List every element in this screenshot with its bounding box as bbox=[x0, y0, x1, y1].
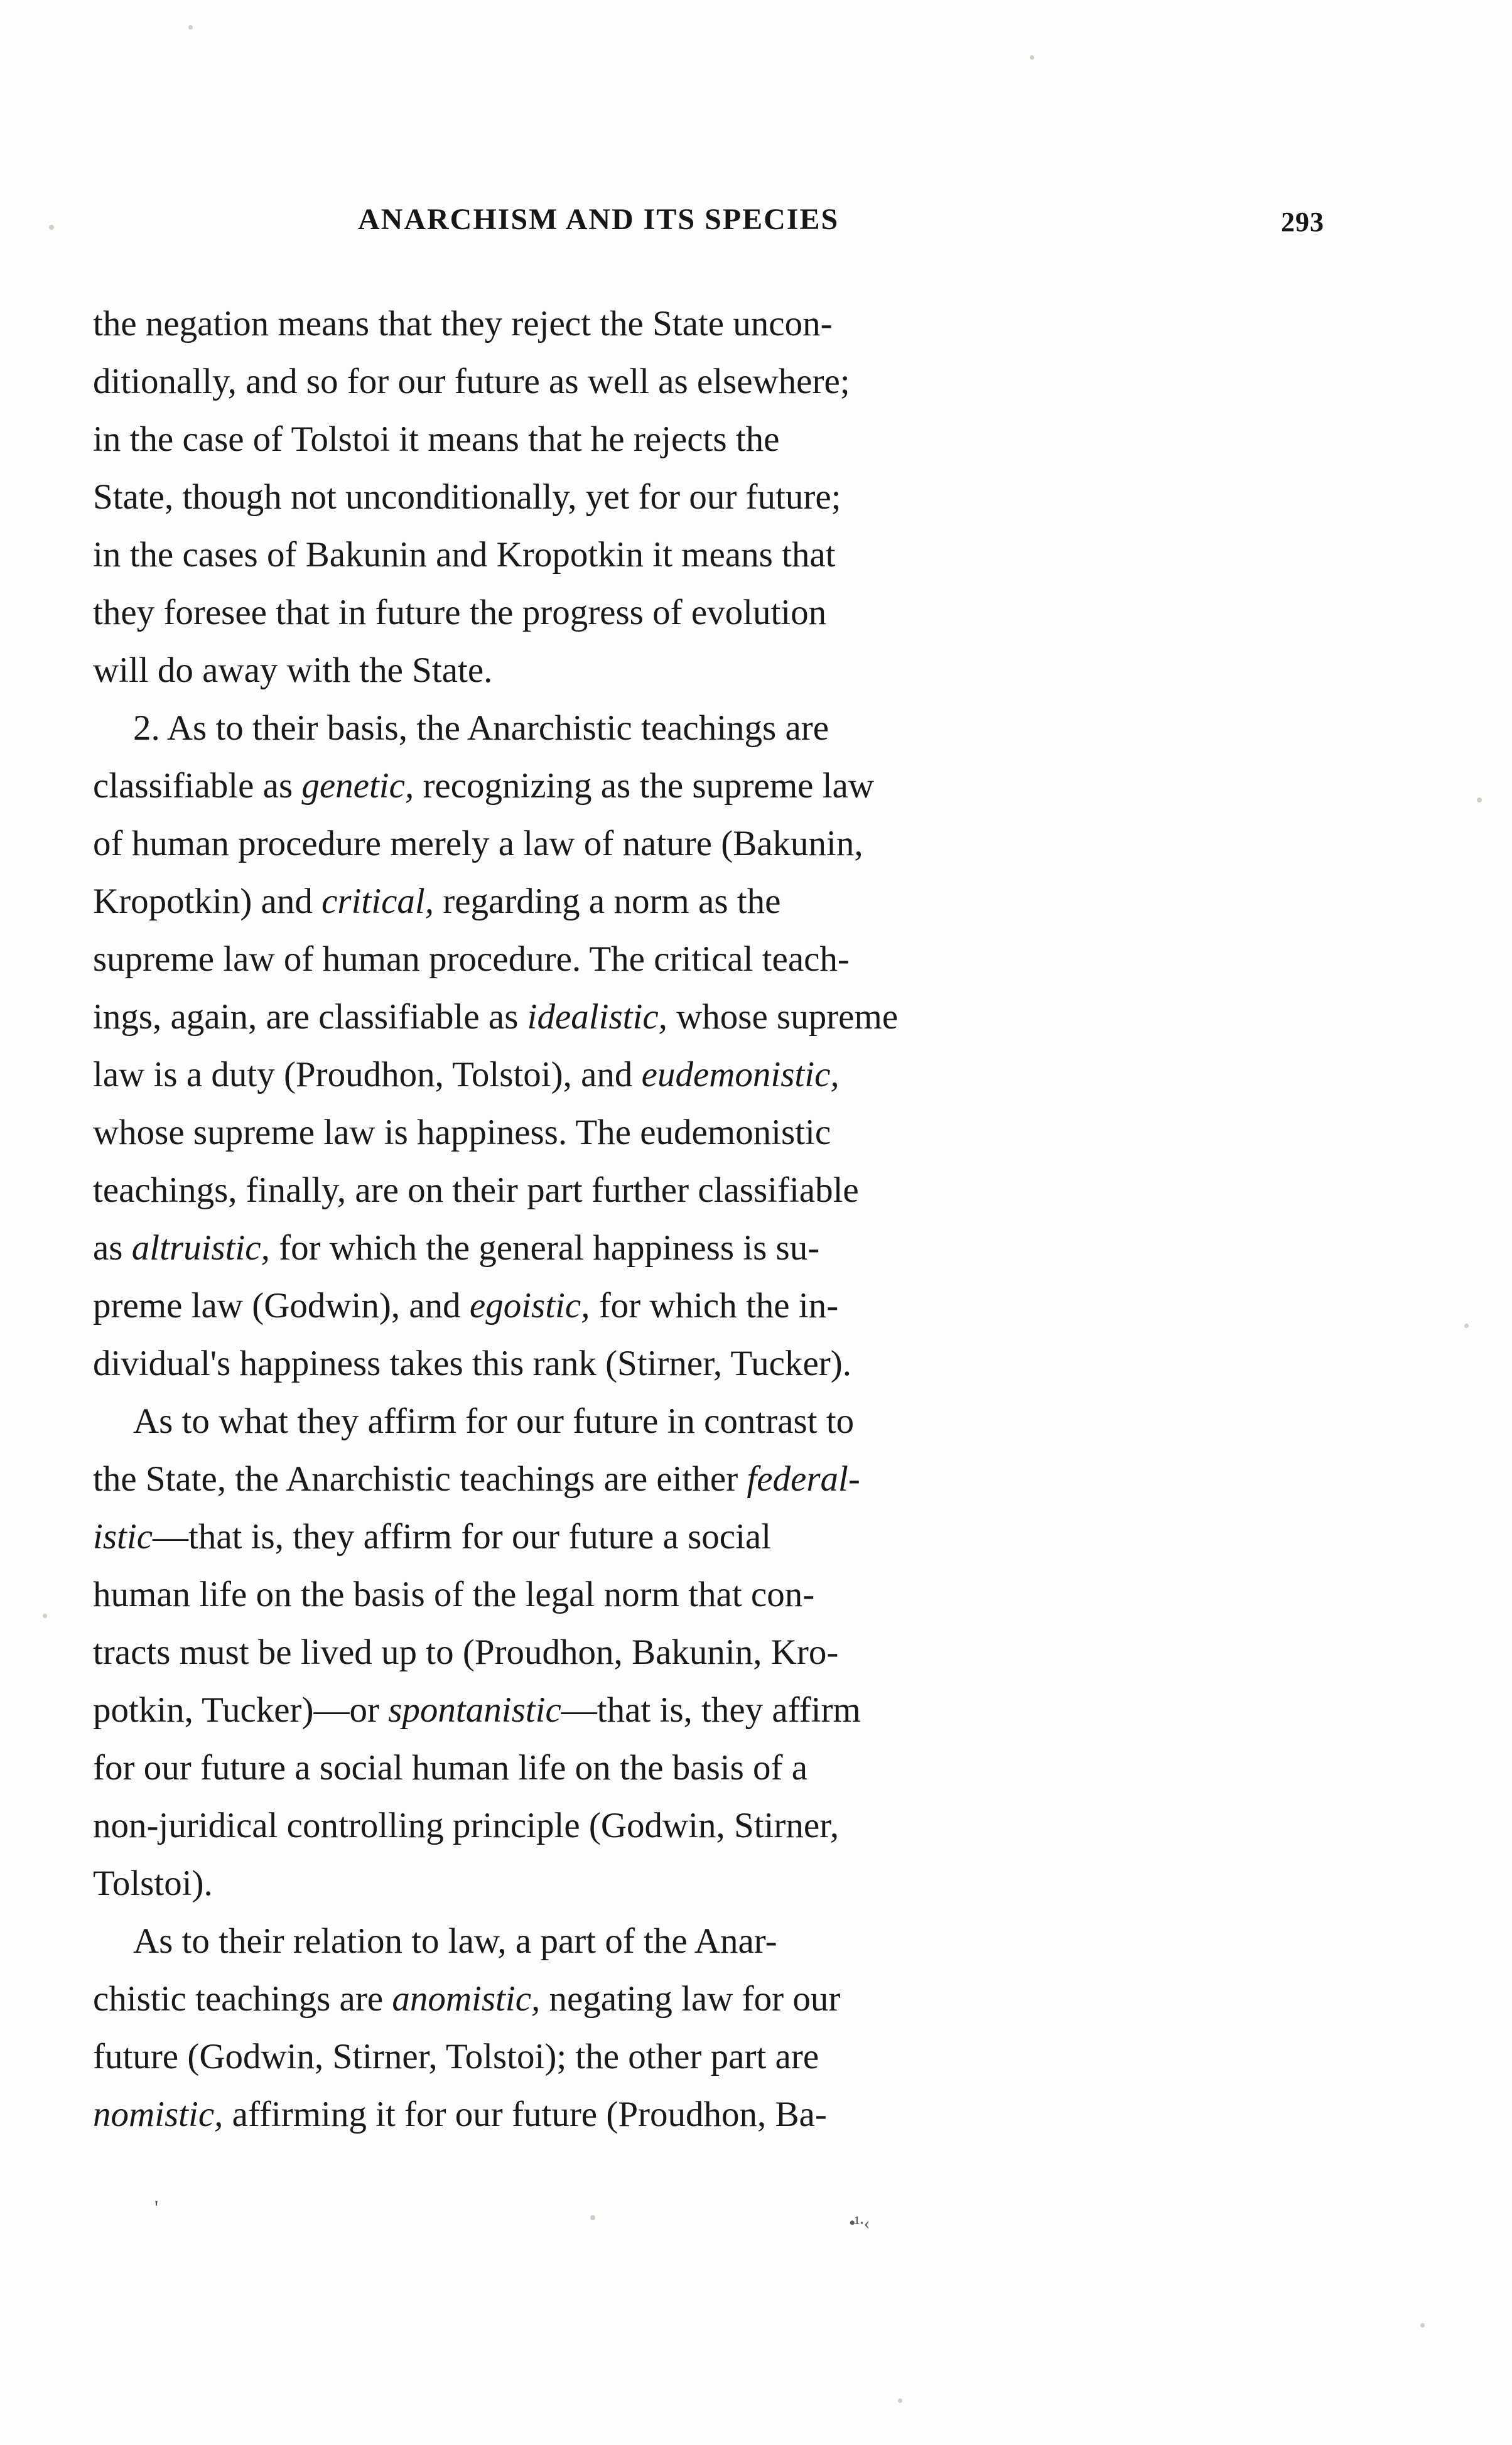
text-line bbox=[93, 1393, 1424, 1450]
text-run: Kropotkin) and bbox=[93, 882, 322, 921]
text-line bbox=[93, 1219, 1424, 1277]
scan-speck bbox=[1030, 55, 1034, 60]
emphasized-term: genetic, bbox=[301, 766, 414, 806]
text-line bbox=[93, 1162, 1424, 1219]
scan-speck bbox=[1464, 1324, 1469, 1328]
text-run: Tolstoi). bbox=[93, 1864, 213, 1903]
running-head bbox=[0, 202, 1512, 246]
page-header-title: ANARCHISM AND ITS SPECIES bbox=[358, 203, 840, 236]
scan-speck bbox=[49, 225, 54, 230]
scan-speck bbox=[590, 2215, 595, 2220]
text-run: ditionally, and so for our future as well as elsewhere; bbox=[93, 362, 850, 401]
text-run: negating law for our bbox=[540, 1979, 841, 2019]
text-run: for which the general happiness is su- bbox=[269, 1228, 820, 1268]
text-line bbox=[93, 468, 1424, 526]
text-line bbox=[93, 1566, 1424, 1624]
text-line bbox=[93, 584, 1424, 642]
text-run: whose supreme bbox=[667, 997, 899, 1037]
text-run: as bbox=[93, 1228, 132, 1268]
text-run: regarding a norm as the bbox=[434, 882, 781, 921]
footnote-mark: ' bbox=[154, 2196, 159, 2220]
scan-speck bbox=[898, 2399, 902, 2403]
text-run: teachings, finally, are on their part further classifiable bbox=[93, 1170, 859, 1210]
text-run: As to their relation to law, a part of the Anar- bbox=[133, 1921, 777, 1961]
scan-speck bbox=[1420, 2323, 1425, 2328]
text-line bbox=[93, 1508, 1424, 1566]
text-line bbox=[93, 1855, 1424, 1913]
page-number: 293 bbox=[1281, 207, 1324, 237]
text-line bbox=[93, 873, 1424, 931]
text-line bbox=[93, 2086, 1424, 2144]
emphasized-term: nomistic, bbox=[93, 2095, 224, 2134]
text-run: future (Godwin, Stirner, Tolstoi); the other part are bbox=[93, 2037, 819, 2076]
text-run: tracts must be lived up to (Proudhon, Bakunin, Kro- bbox=[93, 1633, 839, 1672]
text-line bbox=[93, 1277, 1424, 1335]
text-run: —that is, they affirm for our future a social bbox=[153, 1517, 772, 1557]
text-line bbox=[93, 1104, 1424, 1162]
text-run: of human procedure merely a law of nature (Bakunin, bbox=[93, 824, 863, 863]
text-line bbox=[93, 1797, 1424, 1855]
emphasized-term: altruistic, bbox=[131, 1228, 270, 1268]
text-run: the State, the Anarchistic teachings are either bbox=[93, 1459, 747, 1499]
text-run: —that is, they affirm bbox=[561, 1690, 861, 1730]
text-run: As to what they affirm for our future in contrast to bbox=[133, 1401, 855, 1441]
text-run: in the case of Tolstoi it means that he rejects the bbox=[93, 419, 780, 459]
text-line bbox=[93, 353, 1424, 411]
text-line bbox=[93, 642, 1424, 699]
text-run: classifiable as bbox=[93, 766, 302, 806]
text-run: non-juridical controlling principle (Godwin, Stirner, bbox=[93, 1806, 840, 1845]
emphasized-term: idealistic, bbox=[527, 997, 667, 1037]
text-line bbox=[93, 1450, 1424, 1508]
text-run: affirming it for our future (Proudhon, Ba- bbox=[223, 2095, 827, 2134]
text-line bbox=[93, 1970, 1424, 2028]
text-run: law is a duty (Proudhon, Tolstoi), and bbox=[93, 1055, 642, 1094]
text-run: supreme law of human procedure. The critical teach- bbox=[93, 939, 850, 979]
text-run: they foresee that in future the progress of evolution bbox=[93, 593, 827, 632]
emphasized-term: critical, bbox=[321, 882, 434, 921]
emphasized-term: istic bbox=[93, 1517, 153, 1557]
text-run: 2. As to their basis, the Anarchistic teachings are bbox=[133, 708, 829, 748]
text-line bbox=[93, 2028, 1424, 2086]
emphasized-term: spontanistic bbox=[388, 1690, 561, 1730]
text-line bbox=[93, 526, 1424, 584]
text-run: for our future a social human life on the basis of a bbox=[93, 1748, 808, 1788]
text-run: ings, again, are classifiable as bbox=[93, 997, 527, 1037]
text-run: preme law (Godwin), and bbox=[93, 1286, 470, 1325]
emphasized-term: egoistic, bbox=[469, 1286, 590, 1325]
emphasized-term: anomistic, bbox=[392, 1979, 541, 2019]
text-line bbox=[93, 988, 1424, 1046]
text-run: potkin, Tucker)—or bbox=[93, 1690, 389, 1730]
text-run: the negation means that they reject the State uncon- bbox=[93, 304, 833, 343]
text-run: human life on the basis of the legal norm that con- bbox=[93, 1575, 815, 1614]
text-line bbox=[93, 931, 1424, 988]
scan-speck bbox=[43, 1614, 47, 1618]
text-run: in the cases of Bakunin and Kropotkin it means that bbox=[93, 535, 836, 575]
text-line bbox=[93, 1335, 1424, 1393]
text-line bbox=[93, 295, 1424, 353]
text-line bbox=[93, 1681, 1424, 1739]
text-line bbox=[93, 815, 1424, 873]
text-line bbox=[93, 699, 1424, 757]
text-run: chistic teachings are bbox=[93, 1979, 392, 2019]
emphasized-term: eudemonistic, bbox=[641, 1055, 840, 1094]
scan-speck bbox=[1477, 797, 1482, 802]
page-bottom-smudge: •¹·‹ bbox=[849, 2213, 869, 2233]
text-run: State, though not unconditionally, yet for our future; bbox=[93, 477, 841, 517]
text-run: for which the in- bbox=[590, 1286, 839, 1325]
text-line bbox=[93, 1624, 1424, 1681]
text-line bbox=[93, 1046, 1424, 1104]
text-run: recognizing as the supreme law bbox=[414, 766, 875, 806]
scan-speck bbox=[188, 25, 193, 30]
text-line bbox=[93, 411, 1424, 468]
text-run: whose supreme law is happiness. The eudemonistic bbox=[93, 1113, 831, 1152]
body-text-column bbox=[93, 295, 1424, 2144]
emphasized-term: federal- bbox=[747, 1459, 860, 1499]
text-run: will do away with the State. bbox=[93, 650, 493, 690]
text-line bbox=[93, 757, 1424, 815]
text-run: dividual's happiness takes this rank (Stirner, Tucker). bbox=[93, 1344, 851, 1383]
text-line bbox=[93, 1913, 1424, 1970]
text-line bbox=[93, 1739, 1424, 1797]
